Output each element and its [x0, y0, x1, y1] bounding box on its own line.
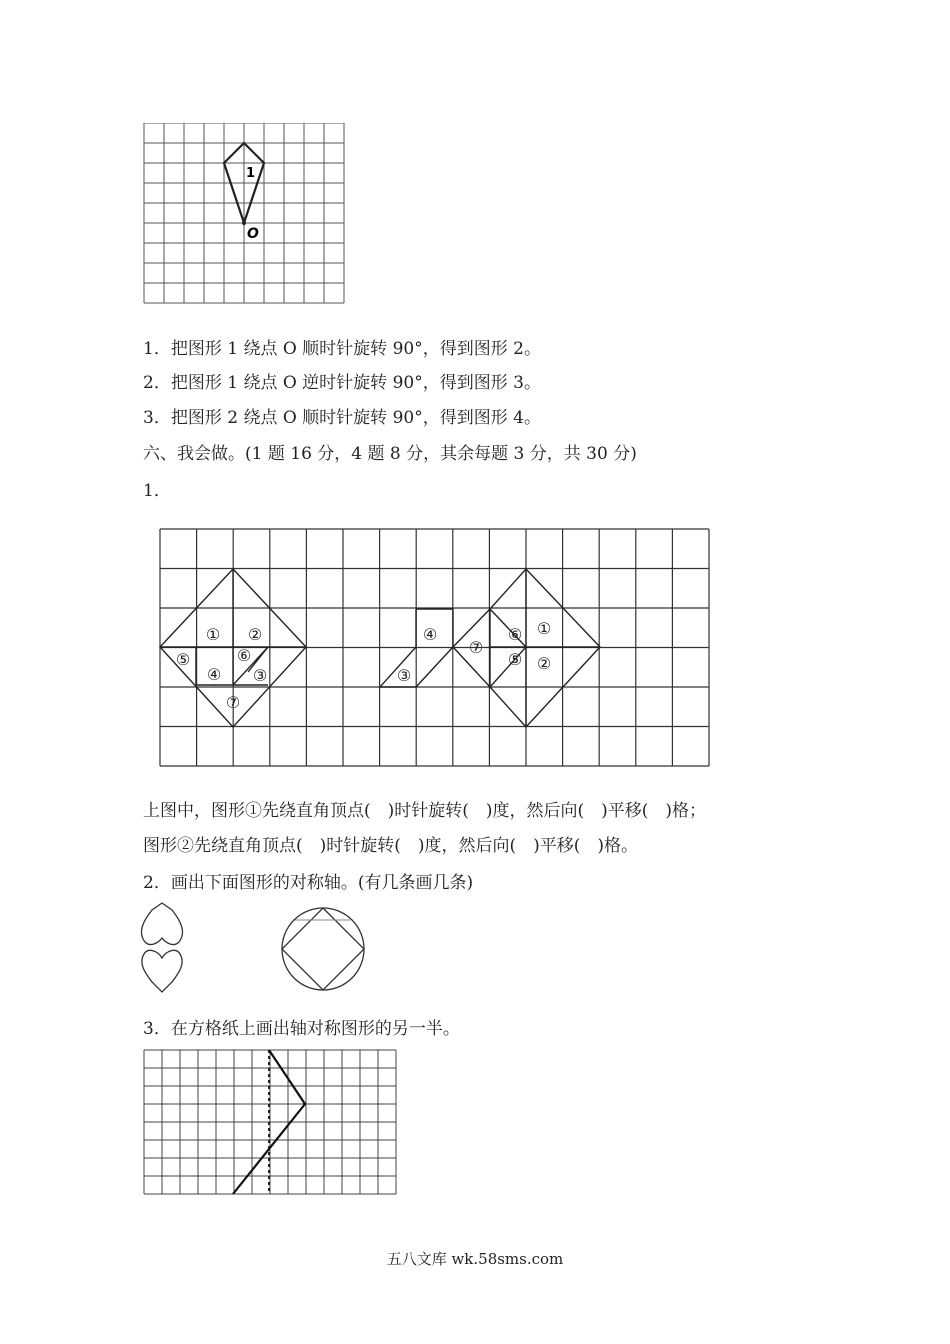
right-piece-2-label: ②: [536, 654, 552, 673]
question-6-2: 2．画出下面图形的对称轴。(有几条画几条): [143, 873, 474, 893]
heart-upright: [142, 950, 182, 992]
question-5-3: 3．把图形 2 绕点 O 顺时针旋转 90°，得到图形 4。: [143, 408, 541, 428]
left-piece-7-label: ⑦: [225, 693, 241, 712]
left-piece-4-label: ④: [206, 665, 222, 684]
right-piece-5-label: ⑤: [507, 650, 523, 669]
left-piece-1-label: ①: [205, 625, 221, 644]
point-o: [242, 221, 246, 225]
question-6-3: 3．在方格纸上画出轴对称图形的另一半。: [143, 1019, 460, 1039]
footer: 五八文库 wk.58sms.com: [386, 1250, 564, 1268]
question-6-1-line-1: 上图中，图形①先绕直角顶点( )时针旋转( )度，然后向( )平移( )格；: [143, 801, 707, 821]
symmetry-grid-figure: [142, 1048, 400, 1196]
tangram-grid-figure: [158, 527, 712, 769]
question-6-1-line-2: 图形②先绕直角顶点( )时针旋转( )度，然后向( )平移( )格。: [143, 836, 639, 856]
hearts-figure: [140, 902, 188, 994]
question-5-1: 1．把图形 1 绕点 O 顺时针旋转 90°，得到图形 2。: [143, 339, 541, 359]
circle-square-figure: [280, 906, 366, 992]
question-5-2: 2．把图形 1 绕点 O 逆时针旋转 90°，得到图形 3。: [143, 373, 541, 393]
grid-lines: [144, 123, 344, 303]
grid-lines: [144, 1050, 396, 1194]
right-piece-4-label: ④: [422, 625, 438, 644]
right-piece-1-label: ①: [536, 619, 552, 638]
left-piece-2-label: ②: [247, 625, 263, 644]
figure-1-label: 1: [246, 166, 256, 181]
section-6-title: 六、我会做。(1 题 16 分，4 题 8 分，其余每题 3 分，共 30 分): [143, 444, 637, 464]
left-piece-3-label: ③: [252, 666, 268, 685]
heart-upside-down: [141, 903, 182, 945]
left-piece-5-label: ⑤: [175, 650, 191, 669]
right-piece-7-label: ⑦: [468, 638, 484, 657]
point-o-label: O: [247, 226, 259, 242]
left-piece-6-label: ⑥: [236, 646, 252, 665]
rotation-grid-figure: [142, 123, 348, 306]
right-piece-3-label: ③: [396, 666, 412, 685]
question-6-1-label: 1．: [143, 481, 171, 501]
right-piece-6-label: ⑥: [507, 625, 523, 644]
